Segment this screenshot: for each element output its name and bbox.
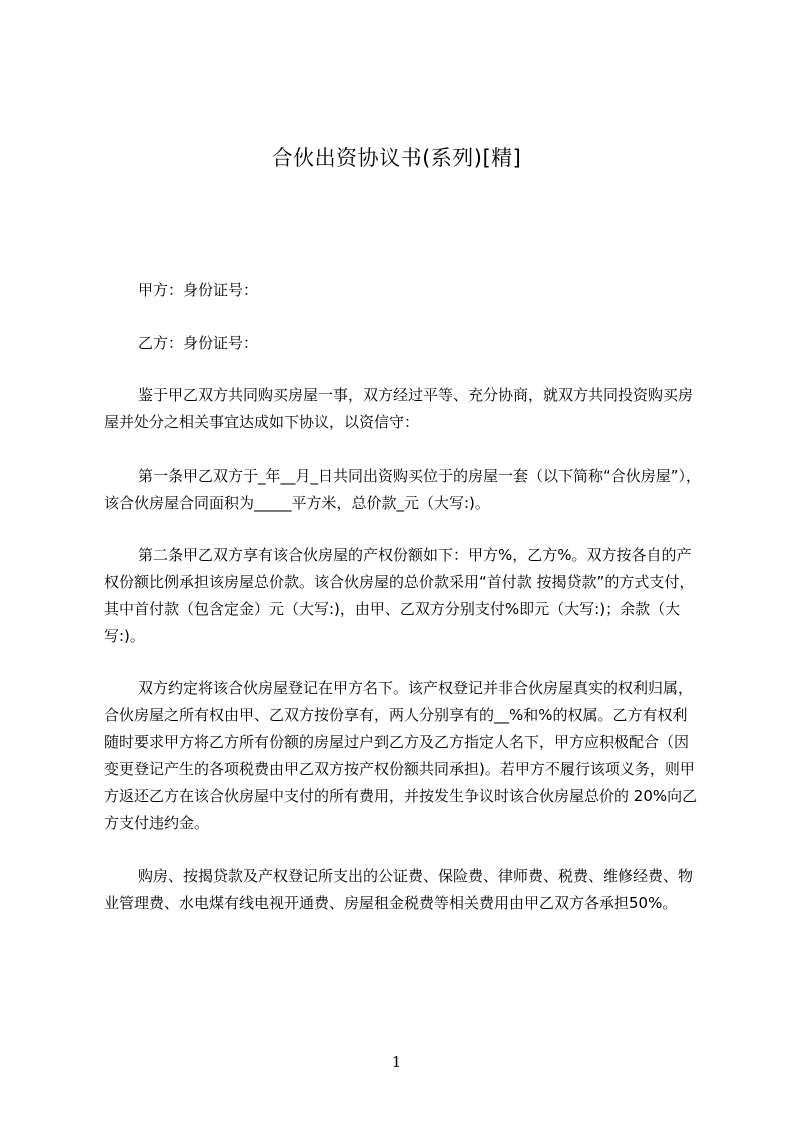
fees-paragraph: 购房、按揭贷款及产权登记所支出的公证费、保险费、律师费、税费、维修经费、物业管理费、水电煤有线电视开通费、房屋租金税费等相关费用由甲乙双方各承担50%。: [104, 867, 694, 912]
party-b-line: 乙方：身份证号：: [138, 334, 259, 352]
document-title: 合伙出资协议书(系列)[精]: [271, 146, 522, 170]
registration-paragraph: 双方约定将该合伙房屋登记在甲方名下。该产权登记并非合伙房屋真实的权利归属，合伙房屋之所有权由甲、乙双方按份享有，两人分别享有的__%和%的权属。乙方有权利随时要求甲方将乙方所有份额的房屋过户到乙方及乙方指定人名下，甲方应积极配合（因变更登记产生的各项税费由甲乙双方按产权份额共同承担)。若甲方不履行该项义务，则甲方返还乙方在该合伙房屋中支付的所有费用，并按发生争议时该合伙房屋总价的 20%向乙方支付违约金。: [104, 679, 698, 832]
article-two-paragraph: 第二条甲乙双方享有该合伙房屋的产权份额如下：甲方%，乙方%。双方按各自的产权份额比例承担该房屋总价款。该合伙房屋的总价款采用“首付款 按揭贷款”的方式支付，其中首付款（包含定金）元（大写:)，由甲、乙双方分别支付%即元（大写:)；余款（大写:)。: [104, 546, 695, 645]
article-one-paragraph: 第一条甲乙双方于_年__月_日共同出资购买位于的房屋一套（以下简称“合伙房屋”），该合伙房屋合同面积为_____平方米，总价款_元（大写:)。: [104, 467, 702, 512]
party-a-line: 甲方：身份证号：: [138, 281, 259, 299]
page-number: 1: [391, 1053, 402, 1071]
preamble-paragraph: 鉴于甲乙双方共同购买房屋一事，双方经过平等、充分协商，就双方共同投资购买房屋并处分之相关事宜达成如下协议，以资信守：: [104, 386, 694, 431]
